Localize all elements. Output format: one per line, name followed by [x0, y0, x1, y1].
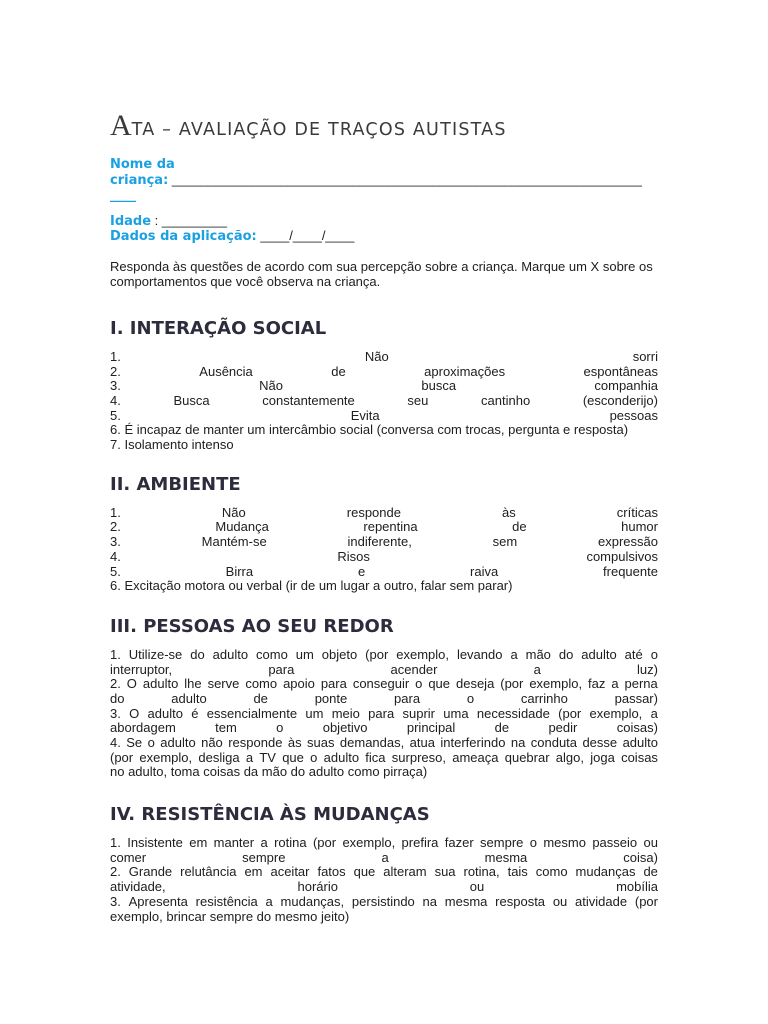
list-word: perna	[624, 676, 658, 692]
list-line	[110, 836, 658, 851]
list-line	[110, 736, 658, 751]
list-word: luz)	[637, 661, 658, 677]
list-word: raiva	[470, 563, 499, 579]
list-word: 4.	[110, 735, 121, 751]
child-name-label-1: Nome da	[110, 157, 175, 172]
list-line	[110, 648, 658, 663]
list-word: 3.	[110, 534, 121, 550]
list-word: para	[320, 676, 347, 692]
list-line	[110, 535, 658, 550]
list-word: (por	[365, 646, 389, 662]
list-word: o	[310, 749, 318, 765]
list-word: atua	[409, 735, 435, 751]
list-line	[110, 438, 658, 453]
list-word: exemplo,	[396, 646, 449, 662]
application-date-label: Dados da aplicação:	[110, 229, 257, 245]
list-line	[110, 851, 658, 866]
list-word: objetivo	[322, 720, 368, 736]
list-word: repentina	[363, 519, 418, 535]
list-word: exemplo,	[589, 705, 643, 721]
list-word: a	[260, 835, 268, 851]
list-word: sempre	[480, 835, 524, 851]
list-word: (por	[312, 835, 337, 851]
list-word: 5.	[110, 407, 121, 423]
list-word: companhia	[594, 378, 658, 394]
list-word: e	[357, 563, 366, 579]
child-name-overflow-line	[110, 188, 658, 204]
list-word: ameaça	[452, 749, 499, 765]
list-line	[110, 692, 658, 707]
list-line	[110, 865, 658, 880]
list-word: Ausência	[199, 363, 253, 379]
list-word: fica	[365, 749, 386, 765]
list-word: (por	[558, 705, 582, 721]
list-word: Mudança	[215, 519, 269, 535]
list-word: de	[253, 690, 268, 706]
list-word: de	[494, 720, 510, 736]
list-word: adulto	[160, 735, 196, 751]
list-word: a	[533, 661, 541, 677]
list-word: constantemente	[262, 393, 355, 409]
list-line	[110, 379, 658, 394]
child-name-label-line	[110, 157, 658, 173]
list-word: deseja	[455, 676, 495, 692]
list-line	[110, 565, 658, 580]
list-word: o	[650, 646, 658, 662]
list-word: a	[381, 849, 389, 865]
title-drop-cap: A	[110, 109, 132, 142]
list-line	[110, 895, 658, 910]
list-word: não	[201, 735, 223, 751]
list-line	[110, 409, 658, 424]
list-word: rotina,	[463, 864, 500, 880]
list-word: rotina	[274, 835, 307, 851]
list-word: o	[415, 676, 423, 692]
list-word: ponte	[314, 690, 348, 706]
list-line	[110, 506, 658, 521]
list-line	[110, 579, 658, 594]
section-list	[110, 506, 658, 594]
list-word: um	[295, 646, 314, 662]
document-content	[110, 111, 658, 924]
list-word: espontâneas	[583, 363, 658, 379]
list-word: resistência	[195, 893, 258, 909]
list-word: (por	[634, 893, 658, 909]
list-word: comer	[110, 849, 147, 865]
list-word: às	[502, 504, 516, 520]
list-word: adulto	[171, 690, 207, 706]
list-word: do	[190, 646, 205, 662]
list-word: exemplo, brincar sempre do mesmo jeito)	[110, 908, 350, 924]
list-word: interferindo	[440, 735, 506, 751]
list-word: 4.	[110, 393, 121, 409]
list-word: responde	[346, 504, 401, 520]
list-word: 5.	[110, 563, 121, 579]
list-word: 2.	[110, 363, 121, 379]
list-word: principal	[406, 720, 456, 736]
list-word: essencialmente	[206, 705, 298, 721]
list-word: manter	[213, 835, 255, 851]
list-word: horário	[297, 879, 338, 895]
list-word: apoio	[283, 676, 315, 692]
list-word: pessoas	[609, 407, 658, 423]
list-word: sempre	[242, 849, 286, 865]
list-word: sorri	[632, 348, 658, 364]
list-word: que	[282, 749, 304, 765]
list-word: do	[558, 646, 574, 662]
list-line	[110, 394, 658, 409]
list-word: relutância	[180, 864, 237, 880]
list-word: mesma	[484, 849, 528, 865]
list-word: acender	[390, 661, 438, 677]
list-word: o	[529, 835, 537, 851]
list-word: que	[353, 864, 376, 880]
list-word: no adulto, toma coisas da mão do adulto como pirraça)	[110, 764, 428, 780]
list-word: o	[147, 735, 155, 751]
list-word: mesma	[444, 893, 488, 909]
list-word: Não	[364, 348, 389, 364]
list-word: Evita	[350, 407, 380, 423]
list-word: interruptor,	[110, 661, 173, 677]
list-line	[110, 550, 658, 565]
list-word: seu	[407, 393, 429, 409]
list-word: exemplo,	[139, 749, 193, 765]
list-word: 3.	[110, 378, 121, 394]
list-word: quebrar	[504, 749, 550, 765]
list-word: 2.	[110, 676, 121, 692]
list-word: prefira	[401, 835, 439, 851]
list-word: o	[276, 720, 284, 736]
list-line	[110, 765, 658, 780]
list-line	[110, 423, 658, 438]
list-word: (por	[500, 676, 524, 692]
child-name-blank-overflow: ____	[110, 188, 136, 204]
list-word: joga	[590, 749, 615, 765]
section-heading-people-around: III. PESSOAS AO SEU REDOR	[110, 615, 394, 637]
list-line	[110, 365, 658, 380]
list-word: fatos	[317, 864, 346, 880]
section-heading-environment: II. AMBIENTE	[110, 473, 241, 495]
list-word: demandas,	[339, 735, 405, 751]
list-word: Grande	[128, 864, 173, 880]
application-date-blank: ____/____/____	[256, 228, 355, 244]
identification-fields	[110, 157, 658, 245]
list-word: 2.	[110, 864, 121, 880]
list-word: aproximações	[424, 363, 506, 379]
list-word: para	[368, 705, 395, 721]
list-word: suas	[307, 735, 335, 751]
list-word: coisas)	[616, 720, 658, 736]
list-word: levando	[456, 646, 503, 662]
list-word: Utilize-se	[128, 646, 183, 662]
title-text: TA – AVALIAÇÃO DE TRAÇOS AUTISTAS	[131, 120, 507, 140]
list-word: tais	[507, 864, 528, 880]
application-date-field	[110, 229, 658, 245]
list-word: meio	[331, 705, 360, 721]
list-word: cantinho	[481, 393, 531, 409]
list-word: O	[129, 705, 140, 721]
list-word: a	[245, 749, 254, 765]
instructions-paragraph: Responda às questões de acordo com sua percepção sobre a criança. Marque um X sobre os comportamentos que você observa na criança.	[110, 258, 653, 289]
list-word: expressão	[598, 534, 658, 550]
age-field	[110, 214, 658, 230]
list-word: um	[305, 705, 324, 721]
list-word: a	[650, 705, 658, 721]
child-name-field	[110, 173, 658, 189]
list-word: 6. É incapaz de manter um intercâmbio social (conversa com trocas, pergunta e resposta)	[110, 422, 629, 438]
list-word: 1.	[110, 646, 121, 662]
section-heading-social-interaction: I. INTERAÇÃO SOCIAL	[110, 317, 327, 339]
list-word: 2.	[110, 519, 121, 535]
child-name-blank: _________________________________________________________________	[168, 171, 642, 187]
list-word: coisa)	[623, 849, 658, 865]
list-word: indiferente,	[347, 534, 412, 550]
list-word: do	[110, 690, 125, 706]
list-word: mudanças,	[280, 893, 345, 909]
list-word: persistindo	[351, 893, 415, 909]
section-list	[110, 350, 658, 453]
list-word: críticas	[616, 504, 658, 520]
list-word: necessidade	[476, 705, 550, 721]
list-word: em	[244, 864, 263, 880]
list-word: o	[466, 690, 475, 706]
list-word: em	[189, 835, 208, 851]
document-title	[110, 111, 658, 145]
list-word: mudanças	[575, 864, 636, 880]
list-word: 1.	[110, 504, 121, 520]
list-line	[110, 751, 658, 766]
list-word: mesmo	[543, 835, 586, 851]
list-word: atividade,	[110, 879, 166, 895]
list-word: Mantém-se	[201, 534, 267, 550]
list-word: responde	[228, 735, 283, 751]
list-word: como	[535, 864, 568, 880]
list-line	[110, 721, 658, 736]
list-word: 1.	[110, 835, 121, 851]
section-list	[110, 648, 658, 780]
list-word: Insistente	[127, 835, 183, 851]
list-word: de	[512, 519, 527, 535]
list-word: ou	[469, 879, 485, 895]
list-word: O	[126, 676, 137, 692]
list-word: humor	[621, 519, 658, 535]
list-word: pedir	[548, 720, 578, 736]
list-word: abordagem	[110, 720, 176, 736]
list-word: conseguir	[352, 676, 410, 692]
list-word: busca	[421, 378, 457, 394]
list-word: ou	[643, 835, 658, 851]
age-blank: : _________	[151, 212, 227, 228]
list-word: (por	[110, 749, 134, 765]
list-word: passeio	[592, 835, 638, 851]
list-word: compulsivos	[586, 548, 658, 564]
list-word: a	[510, 646, 518, 662]
list-line	[110, 520, 658, 535]
list-word: fazer	[444, 835, 474, 851]
list-word: serve	[207, 676, 240, 692]
list-word: desliga	[198, 749, 240, 765]
list-word: Não	[221, 504, 246, 520]
list-word: algo,	[555, 749, 584, 765]
list-word: exemplo,	[342, 835, 396, 851]
list-line	[110, 350, 658, 365]
list-word: adulto	[622, 735, 658, 751]
list-word: objeto	[321, 646, 358, 662]
list-word: como	[256, 646, 288, 662]
list-word: na	[510, 735, 526, 751]
list-word: mobília	[616, 879, 658, 895]
list-word: desse	[582, 735, 618, 751]
list-word: adulto	[212, 646, 249, 662]
list-word: a	[265, 893, 273, 909]
list-word: carrinho	[520, 690, 568, 706]
list-word: suprir	[402, 705, 435, 721]
list-word: exemplo,	[529, 676, 583, 692]
list-word: frequente	[603, 563, 658, 579]
list-word: Apresenta	[128, 893, 188, 909]
list-word: sem	[492, 534, 518, 550]
list-word: na	[422, 893, 438, 909]
list-word: às	[287, 735, 302, 751]
list-word: que	[428, 676, 451, 692]
list-word: Risos	[337, 548, 370, 564]
list-word: para	[394, 690, 421, 706]
list-word: surpreso,	[391, 749, 446, 765]
list-word: atividade	[575, 893, 628, 909]
list-word: até	[624, 646, 643, 662]
list-word: 1.	[110, 348, 121, 364]
list-line	[110, 707, 658, 722]
list-line	[110, 910, 658, 925]
list-word: é	[191, 705, 199, 721]
age-label: Idade	[110, 213, 152, 229]
list-word: lhe	[184, 676, 202, 692]
list-line	[110, 663, 658, 678]
list-word: alteram	[383, 864, 427, 880]
list-word: 7. Isolamento intenso	[110, 437, 234, 453]
list-word: de	[331, 363, 346, 379]
list-line	[110, 880, 658, 895]
list-word: tem	[215, 720, 237, 736]
list-word: TV	[259, 749, 276, 765]
list-word: 4.	[110, 548, 121, 564]
list-line	[110, 677, 658, 692]
list-word: adulto	[147, 705, 183, 721]
list-word: mão	[525, 646, 551, 662]
list-word: coisas	[621, 749, 658, 765]
list-word: adulto	[142, 676, 179, 692]
list-word: a	[611, 676, 619, 692]
list-word: 6. Excitação motora ou verbal (ir de um lugar a outro, falar sem parar)	[110, 578, 513, 594]
list-word: passar)	[614, 690, 658, 706]
list-word: aceitar	[270, 864, 310, 880]
list-word: Birra	[225, 563, 254, 579]
list-word: conduta	[530, 735, 578, 751]
list-word: sua	[434, 864, 456, 880]
list-word: adulto	[581, 646, 617, 662]
list-word: de	[643, 864, 658, 880]
list-word: para	[268, 661, 295, 677]
list-word: Se	[126, 735, 143, 751]
list-word: (esconderijo)	[582, 393, 658, 409]
list-word: ou	[552, 893, 568, 909]
list-word: faz	[588, 676, 606, 692]
list-word: como	[245, 676, 278, 692]
list-word: resposta	[495, 893, 546, 909]
list-word: Não	[259, 378, 284, 394]
list-word: uma	[443, 705, 469, 721]
list-word: Busca	[173, 393, 210, 409]
list-word: 3.	[110, 705, 121, 721]
list-word: 3.	[110, 893, 121, 909]
section-list	[110, 836, 658, 924]
section-heading-resistance-to-change: IV. RESISTÊNCIA ÀS MUDANÇAS	[110, 804, 430, 826]
child-name-label-2: criança:	[110, 172, 169, 188]
list-word: adulto	[323, 749, 360, 765]
